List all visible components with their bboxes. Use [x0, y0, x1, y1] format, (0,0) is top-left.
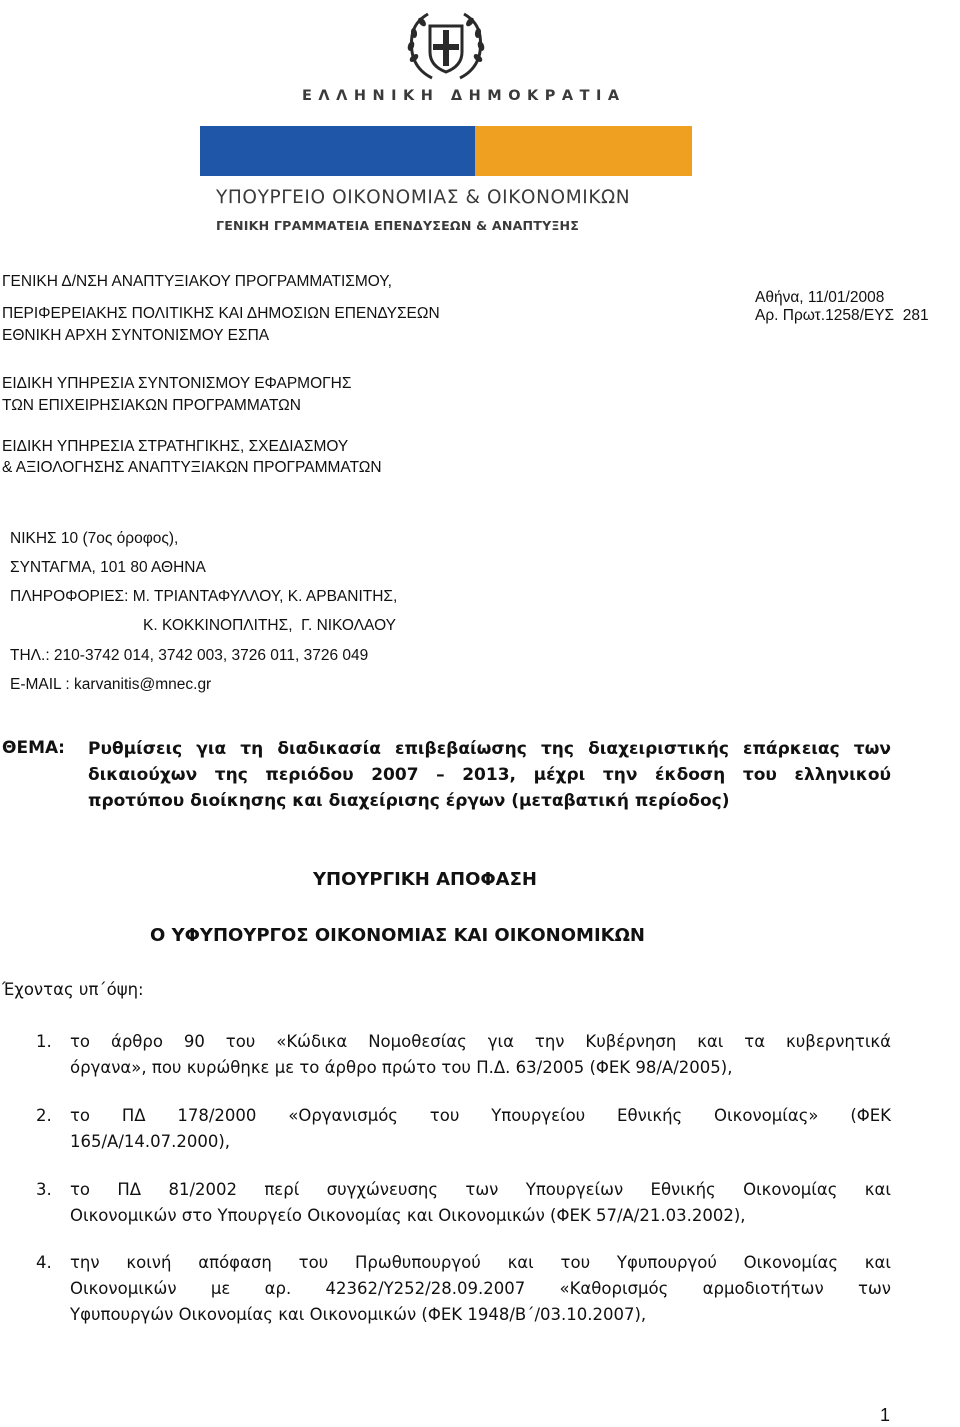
contact-persons-line-2: Κ. ΚΟΚΚΙΝΟΠΛΙΤΗΣ, Γ. ΝΙΚΟΛΑΟΥ	[143, 617, 396, 634]
list-item-number: 4.	[36, 1253, 52, 1272]
subject-line-2: δικαιούχων της περιόδου 2007 – 2013, μέχρι την έκδοση του ελληνικού	[88, 765, 891, 785]
document-date: Αθήνα, 11/01/2008	[755, 289, 885, 306]
decision-title: ΥΠΟΥΡΓΙΚΗ ΑΠΟΦΑΣΗ	[313, 869, 537, 890]
subject-line-3: προτύπου διοίκησης και διαχείρισης έργων (μεταβατική περίοδος)	[88, 791, 730, 811]
list-item-line: το άρθρο 90 του «Κώδικα Νομοθεσίας για την Κυβέρνηση και τα κυβερνητικά	[70, 1032, 891, 1051]
email-address[interactable]: karvanitis@mnec.gr	[74, 676, 212, 693]
list-item-line: το ΠΔ 81/2002 περί συγχώνευσης των Υπουργείων Εθνικής Οικονομίας και	[70, 1180, 891, 1199]
orange-bar	[475, 126, 692, 176]
list-item	[36, 1250, 891, 1328]
list-item-number: 2.	[36, 1106, 52, 1125]
service-1-line-1: ΕΙΔΙΚΗ ΥΠΗΡΕΣΙΑ ΣΥΝΤΟΝΙΣΜΟΥ ΕΦΑΡΜΟΓΗΣ	[2, 375, 352, 392]
email-line	[10, 674, 211, 696]
list-item-line: Υφυπουργών Οικονομίας και Οικονομικών (ΦΕΚ 1948/Β΄/03.10.2007),	[70, 1305, 647, 1324]
ministry-name: ΥΠΟΥΡΓΕΙΟ ΟΙΚΟΝΟΜΙΑΣ & ΟΙΚΟΝΟΜΙΚΩΝ	[216, 187, 631, 208]
list-item-line: 165/Α/14.07.2000),	[70, 1132, 231, 1151]
protocol-number: Αρ. Πρωτ.1258/ΕΥΣ 281	[755, 307, 929, 324]
considering-label: Έχοντας υπ΄όψη:	[2, 980, 144, 999]
sender-line-2: ΠΕΡΙΦΕΡΕΙΑΚΗΣ ΠΟΛΙΤΙΚΗΣ ΚΑΙ ΔΗΜΟΣΙΩΝ ΕΠΕΝΔΥΣΕΩΝ	[2, 305, 440, 322]
list-item-line: όργανα», που κυρώθηκε με το άρθρο πρώτο του Π.Δ. 63/2005 (ΦΕΚ 98/Α/2005),	[70, 1058, 733, 1077]
general-secretariat-name: ΓΕΝΙΚΗ ΓΡΑΜΜΑΤΕΙΑ ΕΠΕΝΔΥΣΕΩΝ & ΑΝΑΠΤΥΞΗΣ	[216, 218, 580, 233]
sender-line-3: ΕΘΝΙΚΗ ΑΡΧΗ ΣΥΝΤΟΝΙΣΜΟΥ ΕΣΠΑ	[2, 327, 270, 344]
address-line-1: ΝΙΚΗΣ 10 (7ος όροφος),	[10, 530, 179, 547]
authority-title: Ο ΥΦΥΠΟΥΡΓΟΣ ΟΙΚΟΝΟΜΙΑΣ ΚΑΙ ΟΙΚΟΝΟΜΙΚΩΝ	[150, 925, 645, 946]
sender-line-1: ΓΕΝΙΚΗ Δ/ΝΣΗ ΑΝΑΠΤΥΞΙΑΚΟΥ ΠΡΟΓΡΑΜΜΑΤΙΣΜΟΥ,	[2, 273, 392, 290]
list-item	[36, 1103, 891, 1155]
service-2-line-2: & ΑΞΙΟΛΟΓΗΣΗΣ ΑΝΑΠΤΥΞΙΑΚΩΝ ΠΡΟΓΡΑΜΜΑΤΩΝ	[2, 459, 382, 476]
subject-line-1: Ρυθμίσεις για τη διαδικασία επιβεβαίωσης της διαχειριστικής επάρκειας των	[88, 739, 891, 759]
list-item	[36, 1177, 891, 1229]
list-item	[36, 1029, 891, 1081]
list-item-number: 3.	[36, 1180, 52, 1199]
page-number: 1	[880, 1405, 891, 1425]
blue-bar	[200, 126, 475, 176]
list-item-line: το ΠΔ 178/2000 «Οργανισμός του Υπουργείου Εθνικής Οικονομίας» (ΦΕΚ	[70, 1106, 891, 1125]
list-item-line: Οικονομικών στο Υπουργείο Οικονομίας και Οικονομικών (ΦΕΚ 57/Α/21.03.2002),	[70, 1206, 746, 1225]
email-label: E-MAIL :	[10, 676, 70, 693]
list-item-line: Οικονομικών με αρ. 42362/Υ252/28.09.2007 «Καθορισμός αρμοδιοτήτων των	[70, 1279, 891, 1298]
service-1-line-2: ΤΩΝ ΕΠΙΧΕΙΡΗΣΙΑΚΩΝ ΠΡΟΓΡΑΜΜΑΤΩΝ	[2, 397, 301, 414]
subject-label: ΘΕΜΑ:	[2, 738, 65, 758]
list-item-number: 1.	[36, 1032, 52, 1051]
republic-name: ΕΛΛΗΝΙΚΗ ΔΗΜΟΚΡΑΤΙΑ	[302, 88, 626, 104]
contact-persons-line-1: ΠΛΗΡΟΦΟΡΙΕΣ: Μ. ΤΡΙΑΝΤΑΦΥΛΛΟΥ, Κ. ΑΡΒΑΝΙΤΗΣ,	[10, 588, 398, 605]
ministry-logo	[200, 0, 692, 258]
list-item-line: την κοινή απόφαση του Πρωθυπουργού και του Υφυπουργού Οικονομίας και	[70, 1253, 891, 1272]
address-line-2: ΣΥΝΤΑΓΜΑ, 101 80 ΑΘΗΝΑ	[10, 559, 206, 576]
phone-numbers: ΤΗΛ.: 210-3742 014, 3742 003, 3726 011, 3726 049	[10, 647, 369, 664]
service-2-line-1: ΕΙΔΙΚΗ ΥΠΗΡΕΣΙΑ ΣΤΡΑΤΗΓΙΚΗΣ, ΣΧΕΔΙΑΣΜΟΥ	[2, 438, 349, 455]
